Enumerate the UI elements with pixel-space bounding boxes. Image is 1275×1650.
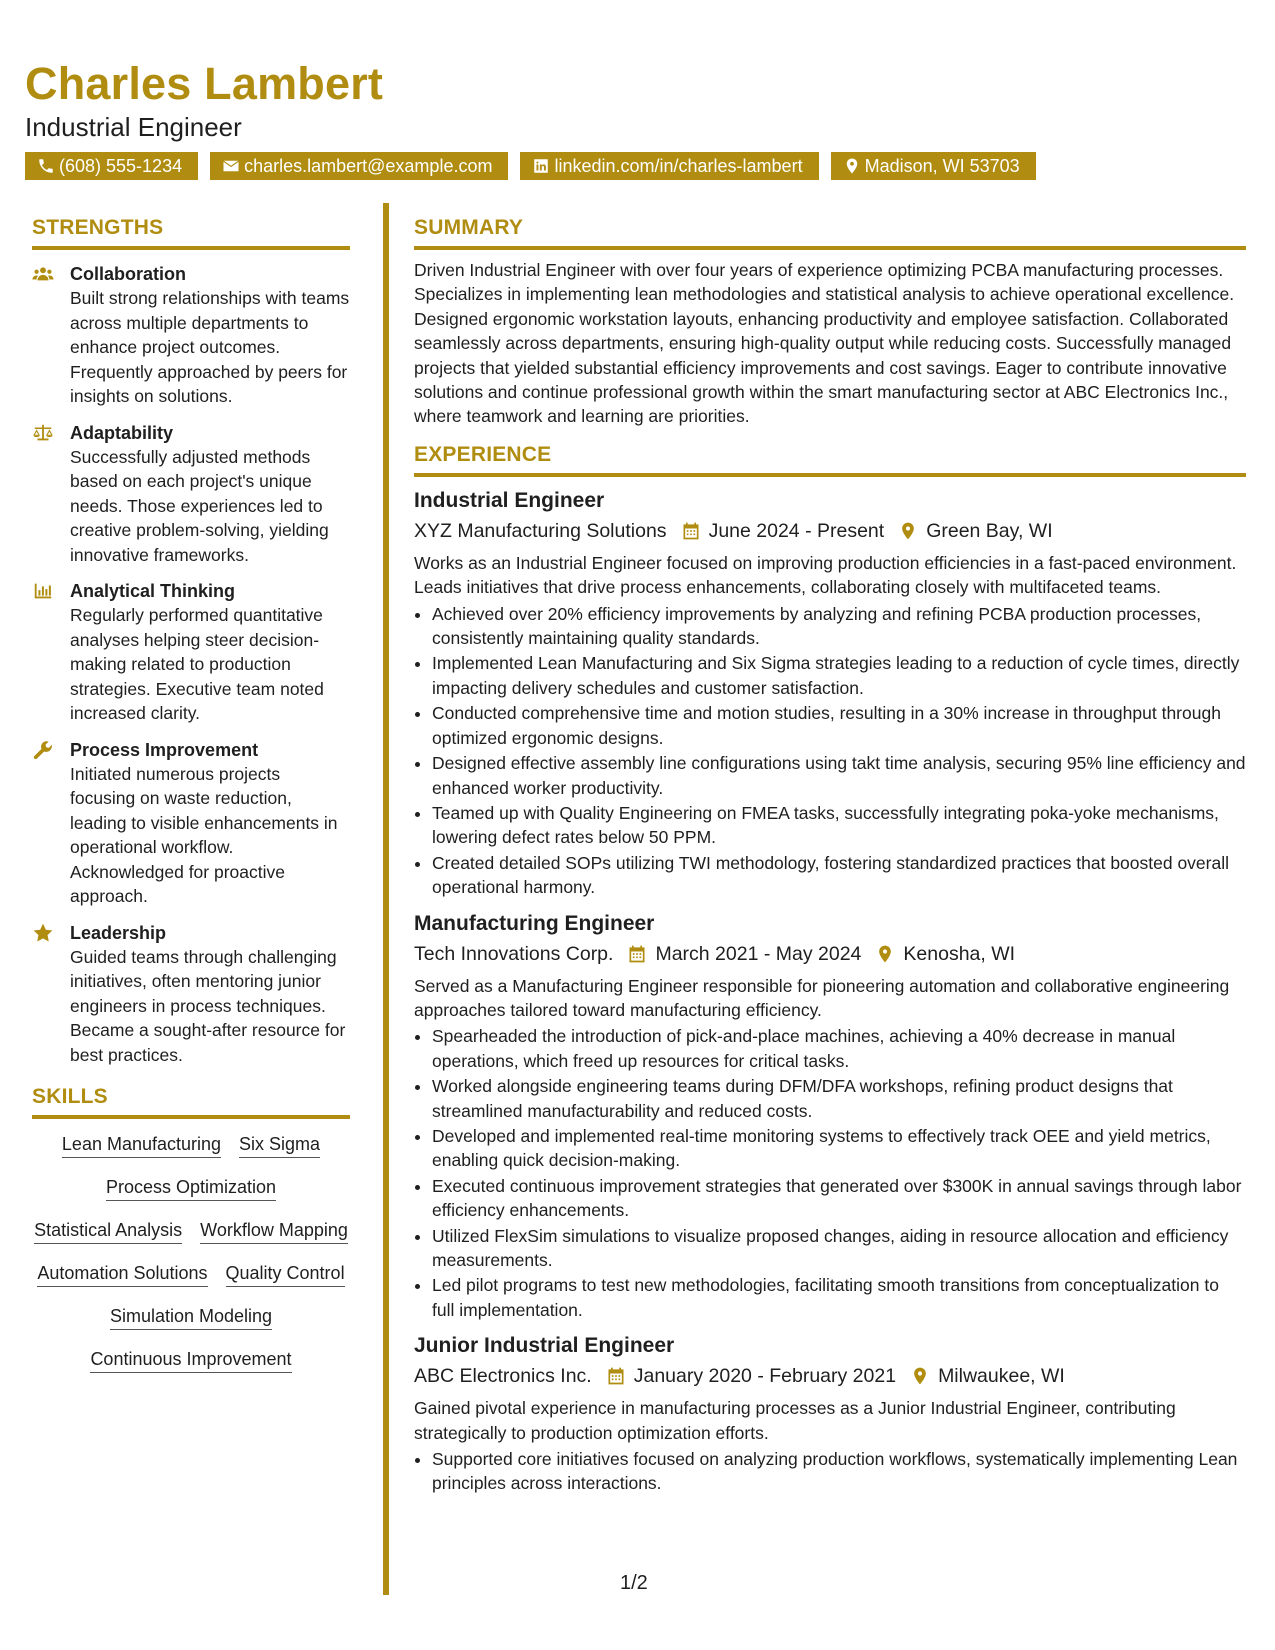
job-meta xyxy=(414,1362,1246,1390)
calendar-icon xyxy=(627,944,647,964)
list-item: • Designed effective assembly line configurations using takt time analysis, securing 95% line efficiency and enhanced worker productivity. xyxy=(432,751,1246,800)
job-dates: March 2021 - May 2024 xyxy=(655,942,862,965)
map-pin-icon xyxy=(875,944,895,964)
list-item: • Implemented Lean Manufacturing and Six Sigma strategies leading to a reduction of cycle times, directly impacting delivery schedules and customer satisfaction. xyxy=(432,651,1246,700)
job-bullets xyxy=(414,602,1246,900)
skill-tag: Process Optimization xyxy=(106,1176,276,1201)
phone-icon xyxy=(37,157,55,175)
job-location: Kenosha, WI xyxy=(903,942,1016,965)
job-title: Junior Industrial Engineer xyxy=(414,1334,675,1358)
skills-list xyxy=(32,1133,350,1373)
strengths-list xyxy=(32,262,350,1067)
strength-desc: Built strong relationships with teams across multiple departments to enhance project outcomes. Frequently approached by peers for insights on solutions. xyxy=(70,288,350,406)
job-entry xyxy=(414,1332,1246,1496)
strength-item xyxy=(32,262,350,409)
job-company: Tech Innovations Corp. xyxy=(414,942,614,965)
candidate-title: Industrial Engineer xyxy=(25,112,242,142)
job-description: Served as a Manufacturing Engineer responsible for pioneering automation and collaborative engineering approaches tailored toward manufacturing efficiency. xyxy=(414,975,1230,1020)
list-item: • Teamed up with Quality Engineering on FMEA tasks, successfully integrating poka-yoke mechanisms, lowering defect rates below 50 PPM. xyxy=(432,801,1246,850)
list-item: • Utilized FlexSim simulations to visualize proposed changes, aiding in resource allocation and efficiency measurements. xyxy=(432,1224,1246,1273)
job-dates: June 2024 - Present xyxy=(708,519,885,542)
job-entry xyxy=(414,487,1246,900)
strength-item xyxy=(32,921,350,1068)
strength-title: Process Improvement xyxy=(70,739,259,760)
list-item: • Created detailed SOPs utilizing TWI methodology, fostering standardized practices that boosted overall operational harmony. xyxy=(432,851,1246,900)
strength-item xyxy=(32,579,350,726)
bar-chart-icon xyxy=(32,580,54,602)
job-company: ABC Electronics Inc. xyxy=(414,1365,592,1388)
star-icon xyxy=(32,922,54,944)
contact-bar xyxy=(25,152,1036,180)
job-company: XYZ Manufacturing Solutions xyxy=(414,519,667,542)
left-column xyxy=(32,216,350,1373)
strength-title: Collaboration xyxy=(70,264,186,284)
job-location: Green Bay, WI xyxy=(926,519,1053,542)
job-bullets xyxy=(414,1024,1246,1322)
linkedin-icon xyxy=(532,157,550,175)
job-description: Gained pivotal experience in manufacturing processes as a Junior Industrial Engineer, contributing strategically to production optimization efforts. xyxy=(414,1398,1176,1443)
contact-linkedin[interactable] xyxy=(520,152,818,180)
skill-tag: Simulation Modeling xyxy=(110,1305,272,1330)
list-item: • Led pilot programs to test new methodologies, facilitating smooth transitions from conceptualization to full implementation. xyxy=(432,1273,1246,1322)
page-number: 1/2 xyxy=(620,1572,648,1594)
map-pin-icon xyxy=(910,1366,930,1386)
list-item: • Worked alongside engineering teams during DFM/DFA workshops, refining product designs that streamlined manufacturability and reduced costs. xyxy=(432,1074,1246,1123)
contact-location-text: Madison, WI 53703 xyxy=(864,155,1020,176)
contact-phone-text: (608) 555-1234 xyxy=(59,155,183,176)
skill-tag: Six Sigma xyxy=(239,1133,320,1158)
skill-tag: Workflow Mapping xyxy=(200,1219,348,1244)
strength-title: Adaptability xyxy=(70,422,174,443)
contact-email[interactable] xyxy=(210,152,508,180)
strength-desc: Regularly performed quantitative analyses helping steer decision-making related to production strategies. Executive team noted increased clarity. xyxy=(70,605,324,723)
strength-item xyxy=(32,421,350,568)
calendar-icon xyxy=(606,1366,626,1386)
skill-tag: Continuous Improvement xyxy=(90,1348,291,1373)
skills-heading: SKILLS xyxy=(32,1085,350,1119)
job-title: Industrial Engineer xyxy=(414,488,605,512)
strength-desc: Initiated numerous projects focusing on waste reduction, leading to visible enhancements in operational workflow. Acknowledged for proactive approach. xyxy=(70,763,338,906)
summary-text: Driven Industrial Engineer with over four years of experience optimizing PCBA manufacturing processes. Specializes in implementing lean methodologies and statistical analysis to achieve operational excellence. Designed ergonomic workstation layouts, enhancing productivity and employee satisfaction. Collaborated seamlessly across departments, ensuring high-quality output while reducing costs. Successfully managed projects that yielded substantial efficiency improvements and cost savings. Eager to contribute innovative solutions and continue professional growth within the smart manufacturing sector at ABC Electronics Inc., where teamwork and learning are priorities. xyxy=(414,260,1235,427)
strength-title: Analytical Thinking xyxy=(70,581,236,601)
skill-tag: Statistical Analysis xyxy=(34,1219,182,1244)
strengths-heading: STRENGTHS xyxy=(32,216,350,250)
strength-desc: Guided teams through challenging initiatives, often mentoring junior engineers in process techniques. Became a sought-after resource for best practices. xyxy=(70,946,346,1065)
summary-heading: SUMMARY xyxy=(414,216,1246,250)
strength-item xyxy=(32,738,350,909)
job-location: Milwaukee, WI xyxy=(938,1365,1065,1388)
job-title: Manufacturing Engineer xyxy=(414,911,655,935)
column-divider xyxy=(383,203,389,1595)
job-entry xyxy=(414,910,1246,1323)
contact-phone[interactable] xyxy=(25,152,198,180)
experience-heading: EXPERIENCE xyxy=(414,443,1246,477)
strength-title: Leadership xyxy=(70,922,167,943)
users-icon xyxy=(32,263,54,285)
candidate-name: Charles Lambert xyxy=(25,58,384,109)
skill-tag: Automation Solutions xyxy=(37,1262,207,1287)
envelope-icon xyxy=(222,157,240,175)
contact-email-text: charles.lambert@example.com xyxy=(244,155,493,176)
list-item: • Achieved over 20% efficiency improvements by analyzing and refining PCBA production processes, consistently maintaining quality standards. xyxy=(432,602,1246,651)
list-item: • Executed continuous improvement strategies that generated over $300K in annual savings through labor efficiency enhancements. xyxy=(432,1174,1246,1223)
job-meta xyxy=(414,517,1246,545)
list-item: • Developed and implemented real-time monitoring systems to effectively track OEE and yield metrics, enabling quick decision-making. xyxy=(432,1124,1246,1173)
map-pin-icon xyxy=(843,157,861,175)
list-item: • Spearheaded the introduction of pick-and-place machines, achieving a 40% decrease in manual operations, which freed up resources for critical tasks. xyxy=(432,1024,1246,1073)
strength-desc: Successfully adjusted methods based on each project's unique needs. Those experiences led to creative problem-solving, yielding innovative frameworks. xyxy=(70,446,329,565)
job-description: Works as an Industrial Engineer focused on improving production efficiencies in a fast-paced environment. Leads initiatives that drive process enhancements, collaborating closely with multifaceted teams. xyxy=(414,552,1237,598)
skill-tag: Quality Control xyxy=(226,1262,345,1287)
job-bullets xyxy=(414,1447,1246,1496)
wrench-icon xyxy=(32,739,54,761)
list-item: • Conducted comprehensive time and motion studies, resulting in a 30% increase in throughput through optimized ergonomic designs. xyxy=(432,701,1246,750)
right-column xyxy=(414,216,1246,1497)
job-dates: January 2020 - February 2021 xyxy=(633,1365,897,1388)
skills-section xyxy=(32,1085,350,1373)
job-meta xyxy=(414,940,1246,968)
contact-linkedin-text: linkedin.com/in/charles-lambert xyxy=(554,155,803,176)
list-item: • Supported core initiatives focused on analyzing production workflows, systematically implementing Lean principles across interactions. xyxy=(432,1447,1246,1496)
contact-location[interactable] xyxy=(831,152,1036,180)
map-pin-icon xyxy=(898,521,918,541)
calendar-icon xyxy=(681,521,701,541)
scale-icon xyxy=(32,422,54,444)
skill-tag: Lean Manufacturing xyxy=(62,1133,221,1158)
